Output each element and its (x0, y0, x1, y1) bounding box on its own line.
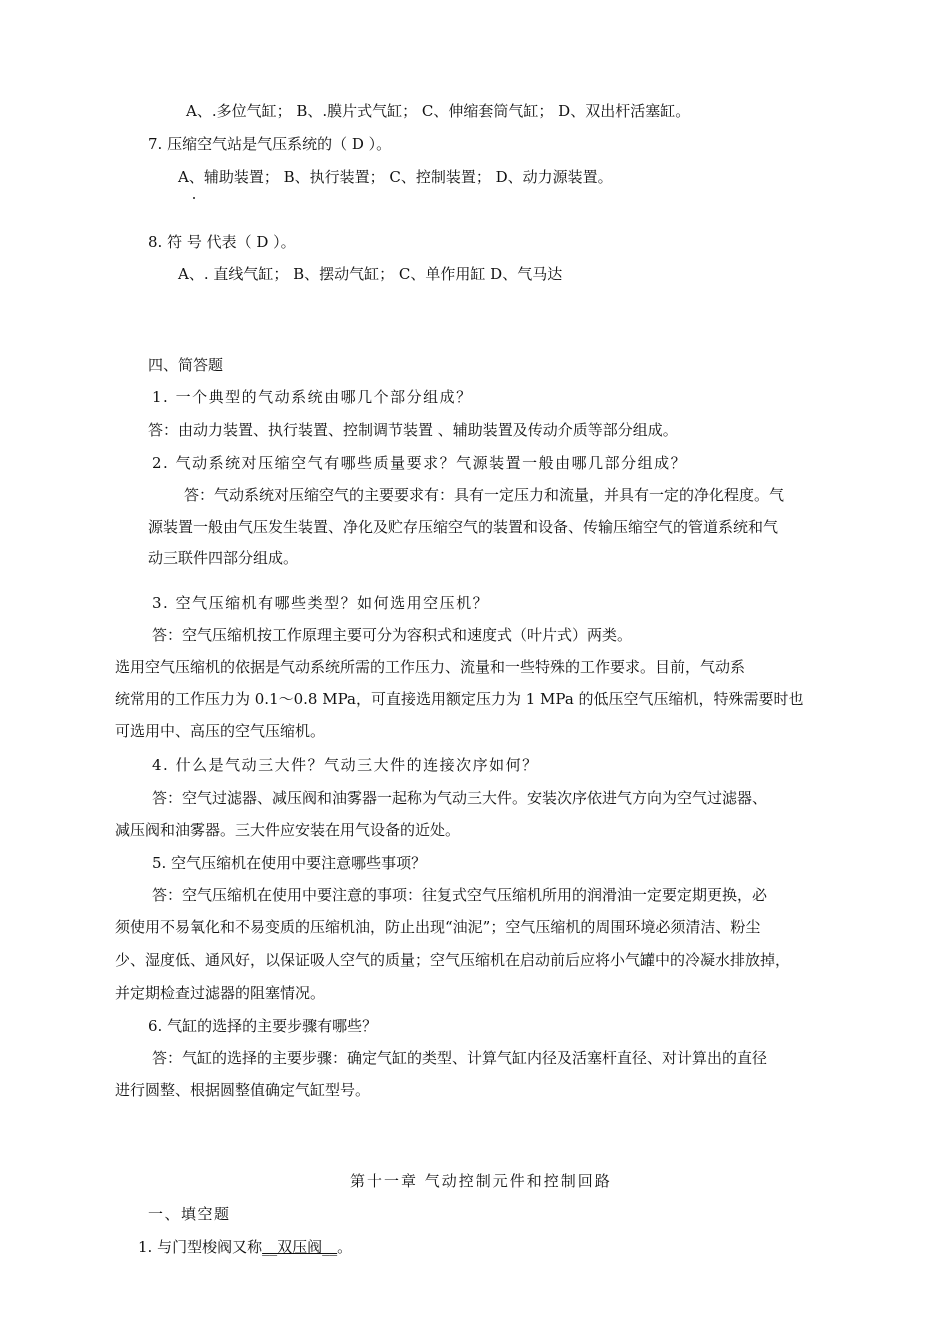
q4-5-answer-line3: 少、湿度低、通风好，以保证吸人空气的质量；空气压缩机在启动前后应将小气罐中的冷凝水排放掉， (115, 951, 791, 969)
q8-options: A、. 直线气缸； B、摆动气缸； C、单作用缸 D、气马达 (178, 265, 563, 283)
q4-4-question: 4. 什么是气动三大件？气动三大件的连接次序如何？ (152, 756, 539, 774)
q4-5-answer-line1: 答：空气压缩机在使用中要注意的事项：往复式空气压缩机所用的润滑油一定要定期更换，必 (152, 886, 768, 904)
q4-4-answer-line1: 答：空气过滤器、减压阀和油雾器一起称为气动三大件。安装次序依进气方向为空气过滤器、 (152, 789, 768, 807)
fill-question-1-suffix: 。 (337, 1238, 353, 1256)
q4-2-answer-line1: 答：气动系统对压缩空气的主要要求有：具有一定压力和流量，并具有一定的净化程度。气 (184, 486, 785, 504)
q4-6-answer-line2: 进行圆整、根据圆整值确定气缸型号。 (115, 1081, 371, 1099)
q7-question: 7. 压缩空气站是气压系统的（ D ）。 (148, 135, 392, 153)
q4-3-answer-line2: 选用空气压缩机的依据是气动系统所需的工作压力、流量和一些特殊的工作要求。目前，气动系 (115, 658, 746, 676)
q4-1-question: 1. 一个典型的气动系统由哪几个部分组成？ (152, 388, 473, 406)
q4-6-answer-line1: 答：气缸的选择的主要步骤：确定气缸的类型、计算气缸内径及活塞杆直径、对计算出的直径 (152, 1049, 768, 1067)
q4-3-answer-line4: 可选用中、高压的空气压缩机。 (115, 722, 326, 740)
q4-4-answer-line2: 减压阀和油雾器。三大件应安装在用气设备的近处。 (115, 821, 461, 839)
fill-question-1 (138, 1237, 352, 1257)
q4-3-question: 3. 空气压缩机有哪些类型？如何选用空压机？ (152, 594, 490, 612)
q7-options: A、辅助装置； B、执行装置； C、控制装置； D、动力源装置。 (178, 168, 613, 186)
chapter-title: 第十一章 气动控制元件和控制回路 (350, 1172, 612, 1190)
q4-3-answer-line3: 统常用的工作压力为 0.1～0.8 MPa，可直接选用额定压力为 1 MPa 的低压空气压缩机，特殊需要时也 (115, 690, 804, 708)
q4-5-answer-line2: 须使用不易氧化和不易变质的压缩机油，防止出现“油泥”；空气压缩机的周围环境必须清洁、粉尘 (115, 918, 761, 936)
q4-2-answer-line2: 源装置一般由气压发生装置、净化及贮存压缩空气的装置和设备、传输压缩空气的管道系统和气 (148, 518, 779, 536)
q4-1-answer: 答：由动力装置、执行装置、控制调节装置 、辅助装置及传动介质等部分组成。 (148, 421, 678, 439)
q4-5-answer-line4: 并定期检查过滤器的阻塞情况。 (115, 984, 326, 1002)
fill-question-1-prefix: 1. 与门型梭阀又称 (138, 1238, 263, 1256)
q4-3-answer-line1: 答：空气压缩机按工作原理主要可分为容积式和速度式（叶片式）两类。 (152, 626, 633, 644)
q4-2-answer-line3: 动三联件四部分组成。 (148, 549, 299, 567)
q4-5-question: 5. 空气压缩机在使用中要注意哪些事项？ (152, 854, 427, 872)
fill-question-1-answer: __双压阀__ (262, 1238, 338, 1256)
q8-question: 8. 符 号 代表（ D ）。 (148, 233, 296, 251)
q6-options: A、.多位气缸； B、.膜片式气缸； C、伸缩套筒气缸； D、双出杆活塞缸。 (186, 102, 691, 120)
section4-heading: 四、简答题 (148, 356, 224, 374)
section1-heading: 一、填空题 (148, 1205, 231, 1223)
stray-mark (193, 197, 195, 199)
q4-6-question: 6. 气缸的选择的主要步骤有哪些？ (148, 1017, 378, 1035)
q4-2-question: 2. 气动系统对压缩空气有哪些质量要求？气源装置一般由哪几部分组成？ (152, 454, 688, 472)
